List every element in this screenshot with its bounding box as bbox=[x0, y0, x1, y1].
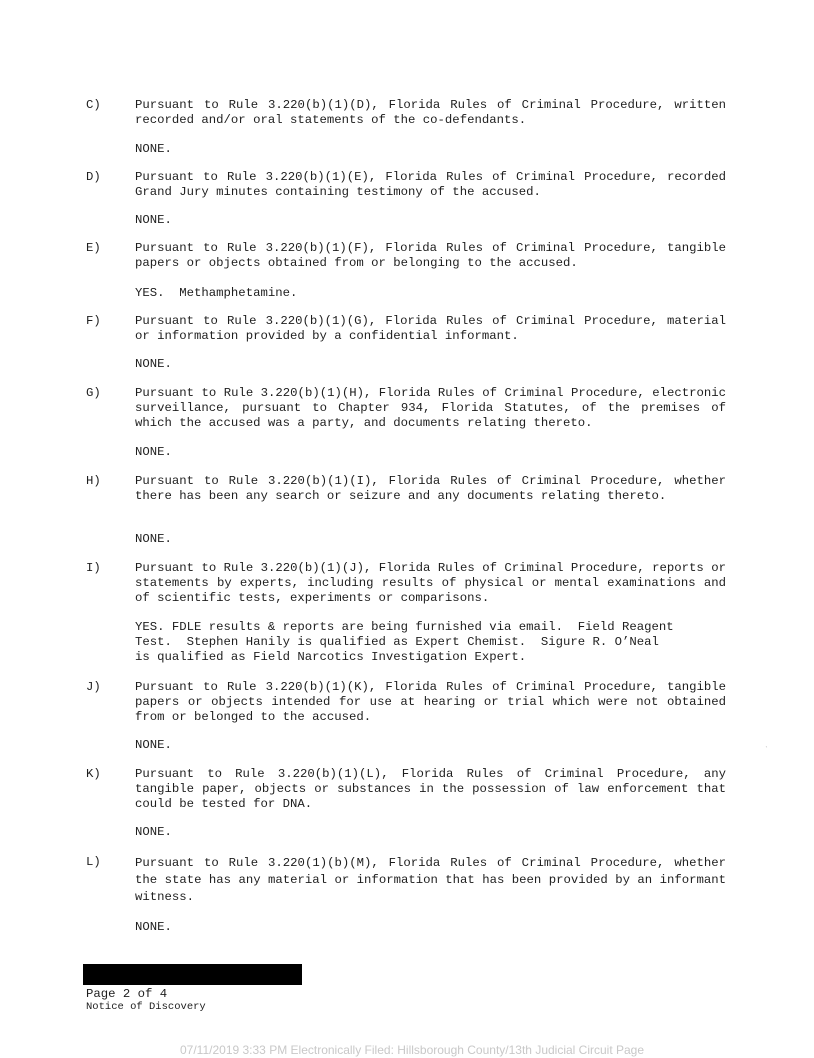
item-text: Pursuant to Rule 3.220(1)(b)(M), Florida Rules of Criminal Procedure, whether the state has any material or information that has been provided by an informant witness. bbox=[135, 856, 726, 904]
item-label: K) bbox=[86, 767, 101, 781]
item-label: F) bbox=[86, 314, 101, 328]
item-text: Pursuant to Rule 3.220(b)(1)(G), Florida Rules of Criminal Procedure, material or information provided by a confidential informant. bbox=[135, 314, 726, 343]
page-number: Page 2 of 4 bbox=[86, 987, 168, 1001]
item-answer: NONE. bbox=[135, 445, 172, 459]
item-label: H) bbox=[86, 474, 101, 488]
item-answer: NONE. bbox=[135, 532, 172, 546]
item-label: J) bbox=[86, 680, 101, 694]
item-text: Pursuant to Rule 3.220(b)(1)(E), Florida Rules of Criminal Procedure, recorded Grand Jury minutes containing testimony of the accused. bbox=[135, 170, 726, 199]
item-label: G) bbox=[86, 386, 101, 400]
item-answer: YES. Methamphetamine. bbox=[135, 286, 298, 300]
item-answer: NONE. bbox=[135, 825, 172, 839]
filing-stamp: 07/11/2019 3:33 PM Electronically Filed: Hillsborough County/13th Judicial Circuit Page bbox=[180, 1043, 645, 1057]
item-text: Pursuant to Rule 3.220(b)(1)(H), Florida Rules of Criminal Procedure, electronic surveillance, pursuant to Chapter 934, Florida Statutes, of the premises of which the accused was a party, and documents relating thereto. bbox=[135, 386, 726, 430]
item-answer: YES. FDLE results & reports are being furnished via email. Field Reagent Test. Stephen Hanily is qualified as Expert Chemist. Sigure R. O’Neal is qualified as Field Narcotics Investigation Expert. bbox=[135, 620, 674, 664]
document-title: Notice of Discovery bbox=[86, 1001, 206, 1013]
item-answer: NONE. bbox=[135, 738, 172, 752]
item-text: Pursuant to Rule 3.220(b)(1)(J), Florida Rules of Criminal Procedure, reports or statements by experts, including results of physical or mental examinations and of scientific tests, experiments or comparisons. bbox=[135, 561, 726, 605]
item-text: Pursuant to Rule 3.220(b)(1)(D), Florida Rules of Criminal Procedure, written recorded and/or oral statements of the co-defendants. bbox=[135, 98, 726, 127]
item-text: Pursuant to Rule 3.220(b)(1)(L), Florida Rules of Criminal Procedure, any tangible paper, objects or substances in the possession of law enforcement that could be tested for DNA. bbox=[135, 767, 726, 811]
item-label: C) bbox=[86, 98, 101, 112]
item-text: Pursuant to Rule 3.220(b)(1)(K), Florida Rules of Criminal Procedure, tangible papers or objects intended for use at hearing or trial which were not obtained from or belonged to the accused. bbox=[135, 680, 726, 724]
item-label: I) bbox=[86, 561, 101, 575]
item-text: Pursuant to Rule 3.220(b)(1)(F), Florida Rules of Criminal Procedure, tangible papers or objects obtained from or belonging to the accused. bbox=[135, 241, 726, 270]
item-answer: NONE. bbox=[135, 357, 172, 371]
item-text: Pursuant to Rule 3.220(b)(1)(I), Florida Rules of Criminal Procedure, whether there has been any search or seizure and any documents relating thereto. bbox=[135, 474, 726, 503]
item-label: E) bbox=[86, 241, 101, 255]
item-label: D) bbox=[86, 170, 101, 184]
item-answer: NONE. bbox=[135, 142, 172, 156]
scan-mark: ˎ bbox=[764, 740, 769, 749]
item-answer: NONE. bbox=[135, 920, 172, 934]
redaction-bar bbox=[83, 964, 302, 985]
item-label: L) bbox=[86, 855, 101, 869]
item-answer: NONE. bbox=[135, 213, 172, 227]
